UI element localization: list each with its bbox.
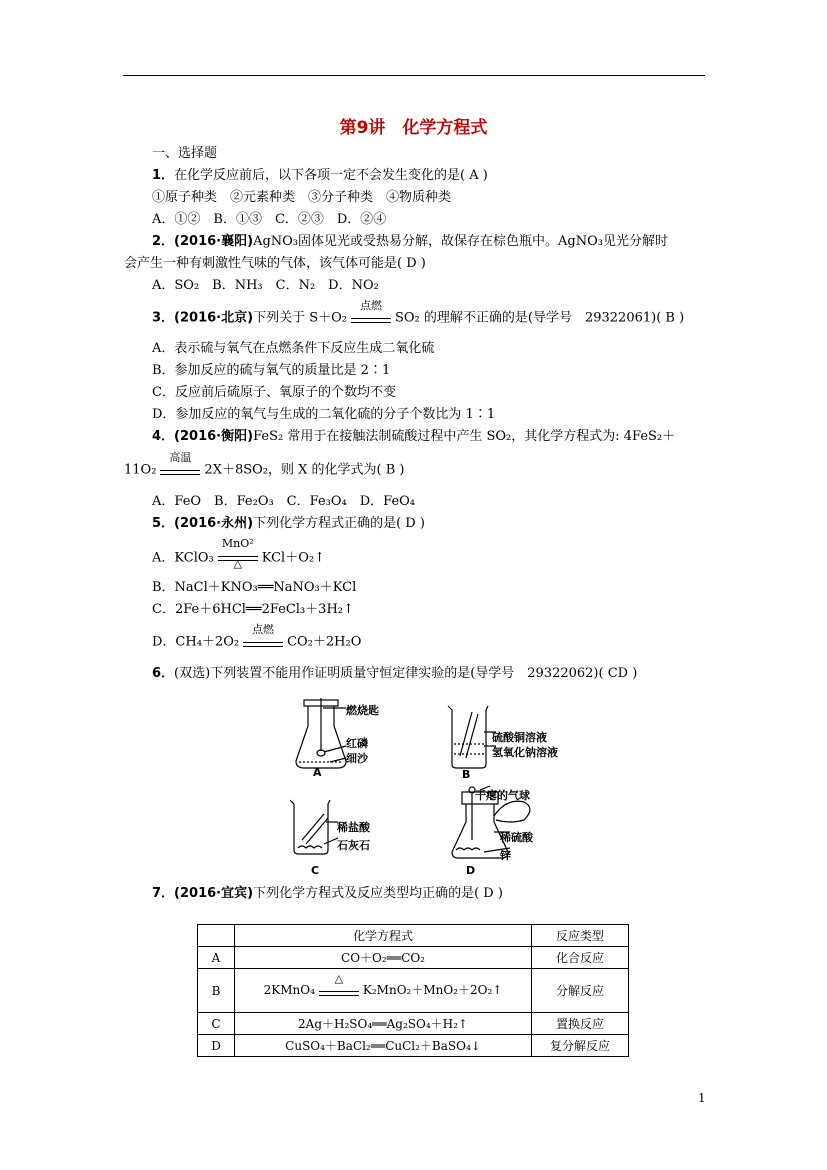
condition-text: △ [334,971,344,985]
row-equation [235,969,532,1013]
q2-number: 2． [152,234,175,249]
table-header-row [198,925,629,947]
table-header-cell [198,925,235,947]
equals-sign [243,642,283,647]
equals-sign [160,470,200,475]
reaction-condition [160,451,200,479]
row-equation: CO＋O₂══CO₂ [235,947,532,969]
equals-sign [351,318,391,323]
question-5 [152,515,425,533]
row-type: 置换反应 [532,1013,629,1035]
q6-text: (双选)下列装置不能用作证明质量守恒定律实验的是(导学号 29322062)( CD ) [174,666,638,681]
header-rule [123,75,705,76]
row-equation-pre: 2KMnO₄ [263,983,315,998]
q5-option-c: C．2Fe＋6HCl══2FeCl₃＋3H₂↑ [152,602,354,617]
question-6 [152,665,637,683]
table-row [198,947,629,969]
q5-d-post: CO₂＋2H₂O [287,634,362,650]
reaction-condition [243,623,283,651]
q5-option-b: B．NaCl＋KNO₃══NaNO₃＋KCl [152,580,357,595]
question-1 [152,167,488,185]
apparatus-a-label-3: 细沙 [346,752,368,765]
apparatus-c-label-1: 稀盐酸 [337,821,370,834]
apparatus-c-caption: C [311,864,320,877]
reaction-condition [218,537,258,570]
page-number: 1 [698,1091,706,1105]
q6-number: 6． [152,666,175,681]
apparatus-b-label-1: 硫酸铜溶液 [492,731,547,744]
row-label: B [198,969,235,1013]
q2-line2: 会产生一种有刺激性气味的气体，该气体可能是( D ) [124,256,426,271]
row-type: 分解反应 [532,969,629,1013]
q3-post: SO₂ 的理解不正确的是(导学号 29322061)( B ) [394,310,685,326]
condition-text: 高温 [169,451,192,464]
row-equation-post: K₂MnO₂＋MnO₂＋2O₂↑ [362,983,503,998]
row-type: 复分解反应 [532,1035,629,1057]
q5-option-d [152,623,362,652]
q5-a-pre: A．KClO₃ [152,550,214,566]
row-type: 化合反应 [532,947,629,969]
row-equation: 2Ag＋H₂SO₄══Ag₂SO₄＋H₂↑ [235,1013,532,1035]
condition-text-below: △ [233,557,242,570]
apparatus-a-label-2: 红磷 [346,737,368,750]
q4-pre: 11O₂ [124,462,157,478]
section-heading: 一、选择题 [152,146,218,161]
q5-option-a [152,537,325,570]
apparatus-a-drawing [296,698,346,768]
page-title: 第9讲 化学方程式 [339,118,488,138]
table-row [198,1035,629,1057]
row-label: D [198,1035,235,1057]
reaction-condition [319,971,359,1000]
q7-number: 7． [152,886,175,901]
q3-option-b: B．参加反应的硫与氧气的质量比是 2∶1 [152,363,391,378]
q4-source: (2016·衡阳) [174,429,254,444]
q3-option-d: D．参加反应的氧气与生成的二氧化硫的分子个数比为 1∶1 [152,407,496,422]
q3-number: 3． [152,310,175,326]
apparatus-d-label-3: 锌 [500,849,511,862]
apparatus-b-caption: B [462,768,471,781]
table-header-cell: 反应类型 [532,925,629,947]
q5-a-post: KCl＋O₂↑ [261,550,325,566]
apparatus-d-label-1: 干瘪的气球 [475,789,530,802]
question-3 [152,299,685,328]
apparatus-b-label-2: 氢氧化钠溶液 [492,746,558,759]
q7-source: (2016·宜宾) [174,886,254,901]
q3-pre: 下列关于 S＋O₂ [253,310,347,326]
apparatus-b-drawing [448,706,496,768]
equals-sign [319,991,359,996]
q1-items: ①原子种类 ②元素种类 ③分子种类 ④物质种类 [152,190,452,205]
question-7 [152,885,503,903]
table-row [198,969,629,1013]
table-row [198,1013,629,1035]
q2-source: (2016·襄阳) [174,234,254,249]
q3-option-a: A．表示硫与氧气在点燃条件下反应生成二氧化硫 [152,341,435,356]
apparatus-c-drawing [290,800,338,854]
q5-source: (2016·永州) [174,516,254,531]
q4-number: 4． [152,429,175,444]
q5-text: 下列化学方程式正确的是( D ) [253,516,425,531]
question-2 [152,233,668,251]
apparatus-figure [290,696,580,876]
condition-text: 点燃 [252,623,275,636]
q1-options: A．①② B．①③ C．②③ D．②④ [152,212,387,227]
apparatus-a-label-1: 燃烧匙 [346,704,379,717]
apparatus-d-label-2: 稀硫酸 [500,831,533,844]
row-label: A [198,947,235,969]
question-4 [152,428,675,446]
q4-line2 [124,451,405,480]
row-label: C [198,1013,235,1035]
row-equation: CuSO₄＋BaCl₂══CuCl₂＋BaSO₄↓ [235,1035,532,1057]
condition-text: MnO² [221,537,254,550]
reaction-table [197,924,629,1057]
condition-text: 点燃 [359,299,382,312]
q2-line1: AgNO₃固体见光或受热易分解，故保存在棕色瓶中。AgNO₃见光分解时 [253,234,668,249]
q4-post: 2X＋8SO₂，则 X 的化学式为( B ) [204,462,405,478]
q4-line1: FeS₂ 常用于在接触法制硫酸过程中产生 SO₂，其化学方程式为: 4FeS₂＋ [253,429,676,444]
q1-text: 在化学反应前后，以下各项一定不会发生变化的是( A ) [174,168,488,183]
q3-option-c: C．反应前后硫原子、氧原子的个数均不变 [152,385,396,400]
q2-options: A．SO₂ B．NH₃ C．N₂ D．NO₂ [152,278,379,293]
q1-number: 1． [152,168,175,183]
apparatus-d-caption: D [466,864,476,877]
apparatus-c-label-2: 石灰石 [337,839,370,852]
q4-options: A．FeO B．Fe₂O₃ C．Fe₃O₄ D．FeO₄ [152,494,416,509]
apparatus-a-caption: A [313,766,322,779]
reaction-condition [351,299,391,327]
q5-d-pre: D．CH₄＋2O₂ [152,634,240,650]
q3-source: (2016·北京) [174,310,254,326]
q7-text: 下列化学方程式及反应类型均正确的是( D ) [253,886,503,901]
q5-number: 5． [152,516,175,531]
table-header-cell: 化学方程式 [235,925,532,947]
